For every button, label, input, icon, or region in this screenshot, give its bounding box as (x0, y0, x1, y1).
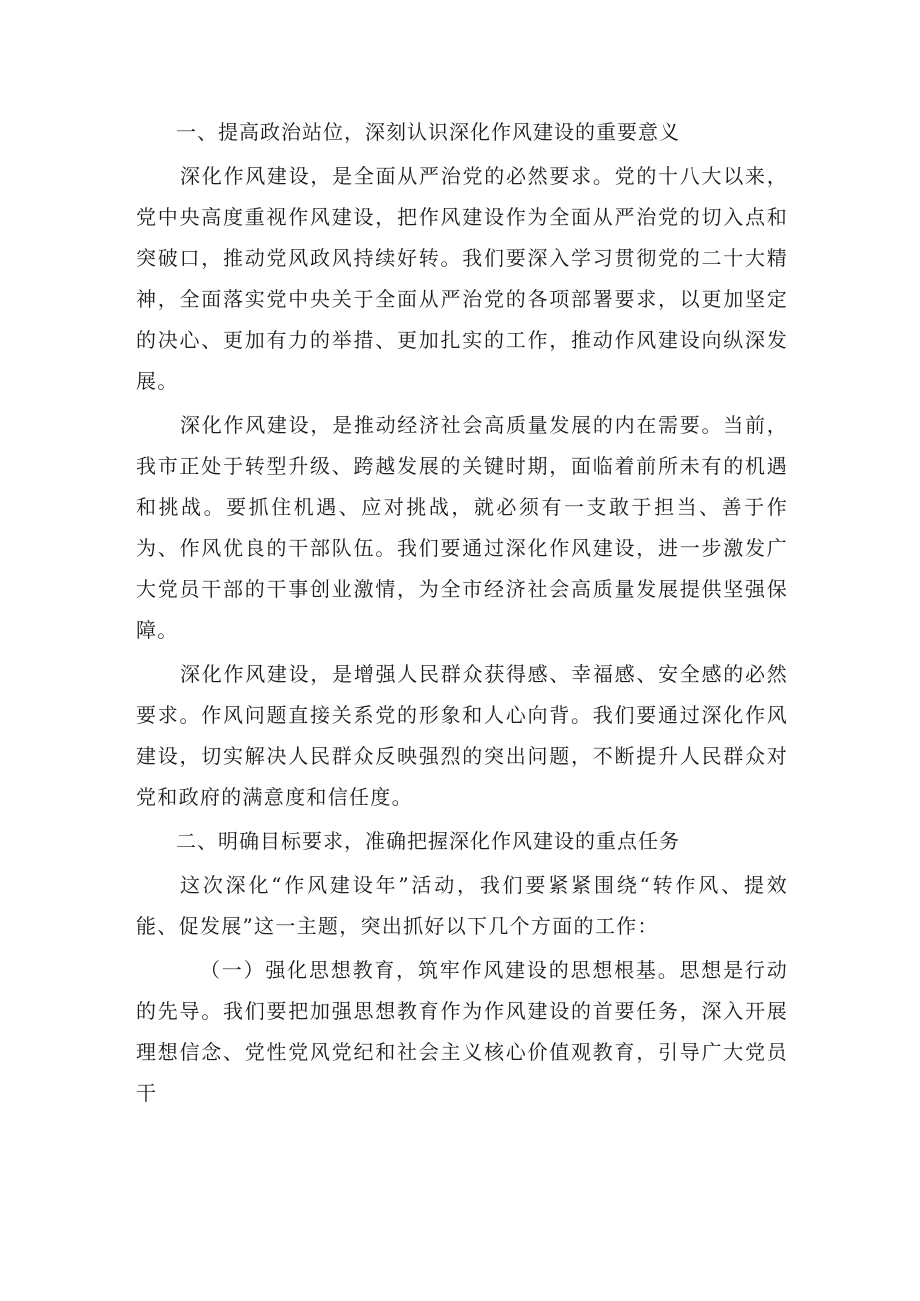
paragraph-4: 这次深化“作风建设年”活动，我们要紧紧围绕“转作风、提效能、促发展”这一主题，突出抓好以下几个方面的工作： (136, 873, 788, 938)
paragraph-3: 深化作风建设，是增强人民群众获得感、幸福感、安全感的必然要求。作风问题直接关系党的形象和人心向背。我们要通过深化作风建设，切实解决人民群众反映强烈的突出问题，不断提升人民群众对党和政府的满意度和信任度。 (136, 662, 788, 809)
paragraph-1: 深化作风建设，是全面从严治党的必然要求。党的十八大以来，党中央高度重视作风建设，把作风建设作为全面从严治党的切入点和突破口，推动党风政风持续好转。我们要深入学习贯彻党的二十大精神，全面落实党中央关于全面从严治党的各项部署要求，以更加坚定的决心、更加有力的举措、更加扎实的工作，推动作风建设向纵深发展。 (136, 164, 788, 393)
paragraph-2: 深化作风建设，是推动经济社会高质量发展的内在需要。当前，我市正处于转型升级、跨越发展的关键时期，面临着前所未有的机遇和挑战。要抓住机遇、应对挑战，就必须有一支敢于担当、善于作为、作风优良的干部队伍。我们要通过深化作风建设，进一步激发广大党员干部的干事创业激情，为全市经济社会高质量发展提供坚强保障。 (136, 413, 788, 642)
section-heading-1: 一、提高政治站位，深刻认识深化作风建设的重要意义 (176, 120, 680, 144)
paragraph-5: （一）强化思想教育，筑牢作风建设的思想根基。思想是行动的先导。我们要把加强思想教育作为作风建设的首要任务，深入开展理想信念、党性党风党纪和社会主义核心价值观教育，引导广大党员干 (136, 958, 788, 1105)
section-heading-2: 二、明确目标要求，准确把握深化作风建设的重点任务 (176, 829, 680, 853)
document-body (136, 112, 788, 1117)
